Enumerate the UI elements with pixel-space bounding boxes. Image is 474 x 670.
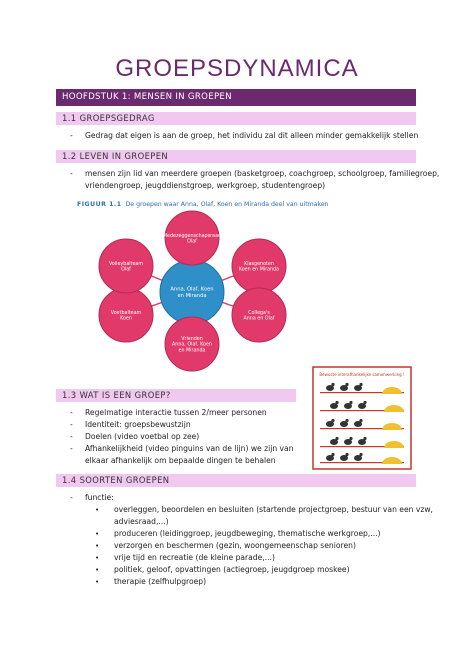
center-node-label: Anna, Olaf, Koen [170,286,214,293]
section-heading-1-4: 1.4 SOORTEN GROEPEN [56,474,416,487]
group-node-label: Anna, Olaf, Koen [172,342,212,348]
penguin-head [359,453,362,456]
section-heading-1-3: 1.3 WAT IS EEN GROEP? [56,389,296,402]
list-item: Afhankelijkheid (video pinguins van de lijn) we zijn van [85,444,294,453]
list-item: mensen zijn lid van meerdere groepen (basketgroep, coachgroep, schoolgroep, familiegroep, [85,169,440,178]
group-node-label: Olaf [187,239,197,245]
group-node-label: Vrienden [181,336,203,342]
section-heading-1-1: 1.1 GROEPSGEDRAG [56,112,416,125]
figure-label: FIGUUR 1.1 [77,201,122,208]
bullet-item: verzorgen en beschermen (gezin, woongemeenschap senioren) [114,541,356,550]
dash-marker: - [70,444,73,453]
dash-marker: - [70,131,73,140]
penguin-head [349,437,352,440]
chapter-header: HOOFDSTUK 1: MENSEN IN GROEPEN [56,89,416,106]
group-node-label: Olaf [121,267,131,273]
group-node-label: Voetbalteam [110,310,142,316]
illustration-caption: Bewuste interafhankelijke samenwerking ! [319,372,405,377]
bullet-marker: • [95,554,100,562]
bullet-marker: • [95,566,100,574]
dash-marker: - [70,493,73,502]
penguin-head [349,401,352,404]
group-node-label: Collega's [248,310,270,316]
bullet-marker: • [95,578,100,586]
list-item: Gedrag dat eigen is aan de groep, het individu zal dit alleen minder gemakkelijk stellen [85,131,419,140]
penguin-head [345,383,348,386]
bullet-item: politiek, geloof, opvattingen (actiegroep, jeugdgroep moskee) [114,565,350,574]
penguin-head [363,401,366,404]
bullet-item: therapie (zelfhulpgroep) [114,577,207,586]
bullet-marker: • [95,506,100,514]
dash-marker: - [70,169,73,178]
group-node-label: Medezeggenschapsraad [162,233,222,239]
penguin-head [331,453,334,456]
bullet-marker: • [95,530,100,538]
bullet-item: produceren (leidinggroep, jeugdbeweging, thematische werkgroep,...) [114,529,381,538]
group-node-label: Koen [120,316,132,322]
dash-marker: - [70,432,73,441]
list-item: Regelmatige interactie tussen 2/meer personen [85,408,267,417]
dash-marker: - [70,420,73,429]
list-item: Identiteit: groepsbewustzijn [85,420,191,429]
group-node-label: Klasgenoten [244,261,274,267]
figure-caption [77,201,329,208]
groups-diagram [62,210,302,380]
document-title: GROEPSDYNAMICA [115,55,359,82]
figure-caption-text: De groepen waar Anna, Olaf, Koen en Miranda deel van uitmaken [125,201,329,208]
bullet-marker: • [95,542,100,550]
penguin-head [331,383,334,386]
penguin-head [359,383,362,386]
center-node-label: en Miranda [177,292,207,299]
penguin-illustration [312,366,412,470]
penguin-head [345,453,348,456]
group-node-label: Koen en Miranda [238,267,280,273]
group-node-label: en Miranda [178,348,206,354]
dash-marker: - [70,408,73,417]
penguin-head [359,419,362,422]
group-node-label: Volleybalteam [108,261,144,267]
list-item: Doelen (video voetbal op zee) [85,432,200,441]
group-node-label: Anna en Olaf [243,316,275,322]
penguin-head [331,419,334,422]
penguin-head [335,437,338,440]
penguin-head [345,419,348,422]
bullet-item: overleggen, beoordelen en besluiten (startende projectgroep, bestuur van een vzw, [114,505,433,514]
list-item-continued: vriendengroep, jeugddienstgroep, werkgroep, studentengroep) [85,181,326,190]
section-heading-1-2: 1.2 LEVEN IN GROEPEN [56,150,416,163]
list-item: functie: [85,493,114,502]
penguin-head [335,401,338,404]
bullet-item-continued: adviesraad,...) [114,517,169,526]
bullet-item: vrije tijd en recreatie (de kleine parade,...) [114,553,275,562]
list-item-continued: elkaar afhankelijk om bepaalde dingen te behalen [85,456,276,465]
penguin-head [363,437,366,440]
